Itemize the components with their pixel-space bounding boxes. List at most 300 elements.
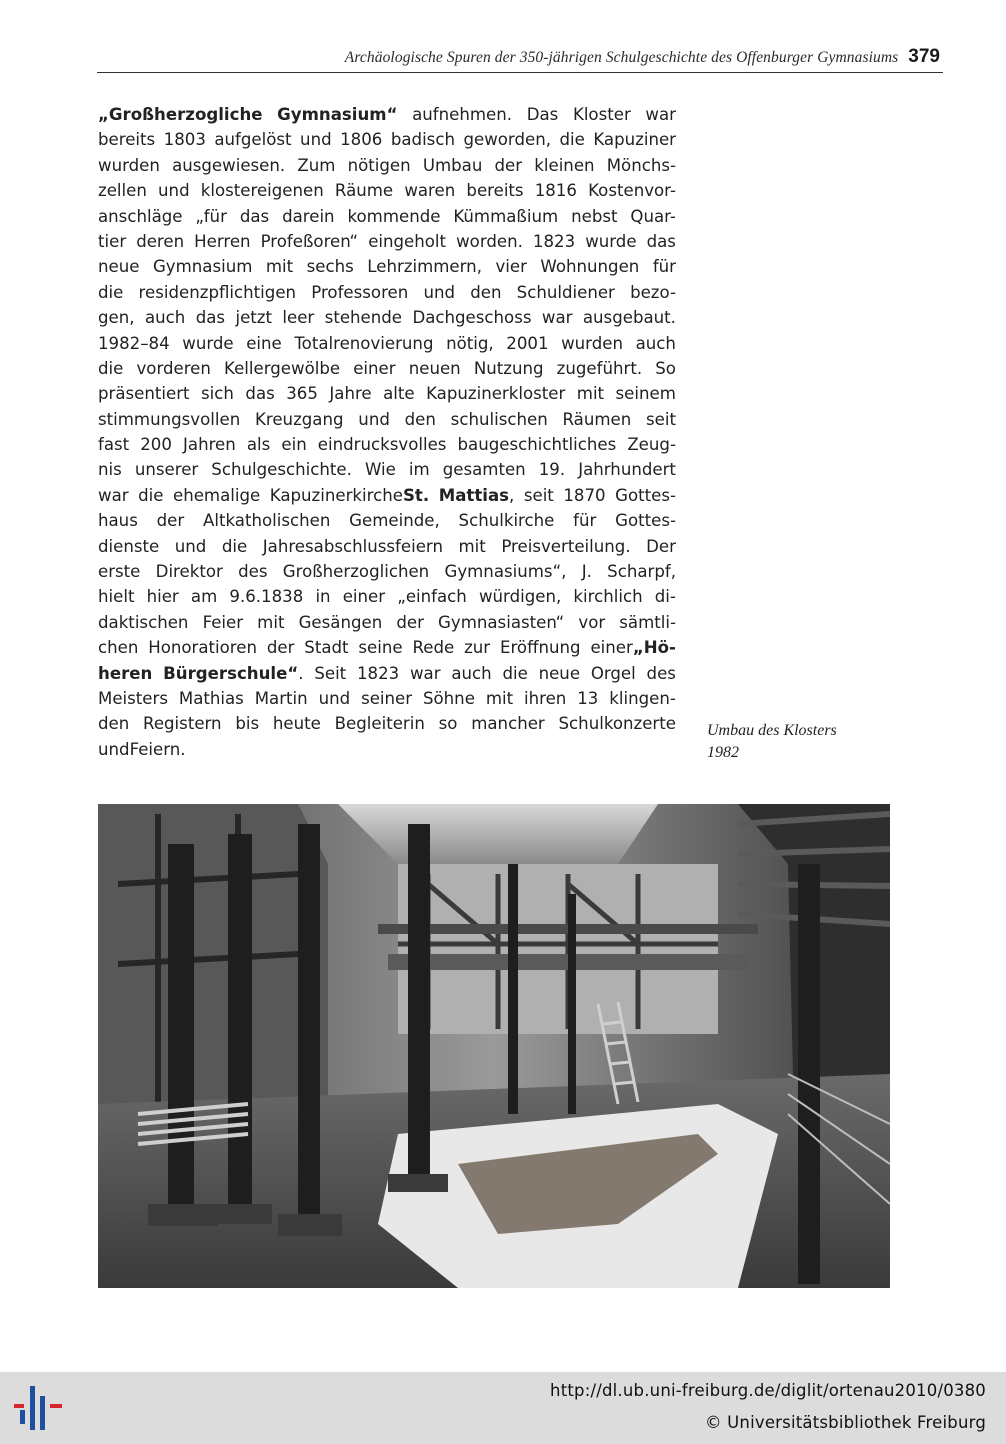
word bbox=[194, 229, 250, 254]
word-part: mit bbox=[485, 688, 514, 708]
word bbox=[578, 610, 605, 635]
word bbox=[365, 457, 396, 482]
word bbox=[261, 229, 359, 254]
text-line bbox=[98, 407, 676, 432]
word bbox=[143, 711, 222, 736]
text-line bbox=[98, 534, 676, 559]
word-part: 2001 bbox=[506, 333, 549, 353]
word-part: vier bbox=[495, 257, 527, 277]
word bbox=[451, 661, 491, 686]
word bbox=[157, 508, 185, 533]
word bbox=[307, 254, 354, 279]
word-part: kleinen bbox=[534, 155, 595, 175]
word-part: bereits bbox=[98, 130, 156, 150]
word bbox=[183, 432, 236, 457]
text-line bbox=[98, 661, 676, 686]
word-part: Rede bbox=[412, 638, 455, 658]
word-part: Preisverteilung. bbox=[501, 536, 631, 556]
word bbox=[609, 686, 676, 711]
word-part: das bbox=[195, 308, 226, 328]
word-part: Nutzung bbox=[473, 358, 544, 378]
word-part: Lehrzimmern, bbox=[367, 257, 482, 277]
word bbox=[191, 584, 217, 609]
word bbox=[459, 534, 486, 559]
word bbox=[646, 407, 676, 432]
word-part: zellen bbox=[98, 181, 147, 201]
word-part: Kloster bbox=[572, 105, 631, 124]
word bbox=[340, 127, 382, 152]
word bbox=[145, 305, 185, 330]
word bbox=[630, 280, 676, 305]
word bbox=[470, 280, 501, 305]
word bbox=[297, 153, 335, 178]
word-part: Gottes- bbox=[615, 485, 676, 505]
word-part: Feier bbox=[202, 612, 244, 632]
word bbox=[201, 178, 324, 203]
bold-term: Bürgerschule“ bbox=[163, 663, 299, 683]
word-part: mit bbox=[257, 612, 285, 632]
word bbox=[591, 661, 636, 686]
word bbox=[98, 508, 138, 533]
word-part: 1823 bbox=[356, 663, 400, 683]
word-part: mit bbox=[265, 257, 294, 277]
word bbox=[615, 508, 676, 533]
word-part: als bbox=[246, 435, 271, 455]
word bbox=[138, 483, 163, 508]
word-part: Begleiterin bbox=[334, 714, 425, 734]
word-part: Gottes- bbox=[615, 511, 676, 531]
word-part: zugeführt. bbox=[556, 358, 643, 378]
word-part: Jahrhundert bbox=[578, 460, 676, 480]
word-part: Martin bbox=[254, 688, 308, 708]
word bbox=[590, 635, 675, 660]
word bbox=[423, 153, 483, 178]
word bbox=[98, 356, 123, 381]
word bbox=[299, 610, 383, 635]
word bbox=[655, 584, 676, 609]
word-part: sämtli- bbox=[619, 612, 676, 632]
word-part: darein bbox=[282, 206, 335, 226]
word-part: 1870 bbox=[563, 485, 606, 505]
text-line bbox=[98, 153, 676, 178]
bold-term: „Großherzogliche bbox=[98, 105, 263, 124]
word bbox=[147, 584, 179, 609]
word-part: für bbox=[573, 511, 597, 531]
word-part: chen bbox=[98, 638, 139, 658]
word bbox=[474, 356, 544, 381]
word-part: , bbox=[509, 485, 515, 505]
word bbox=[343, 584, 385, 609]
word-part: klostereigenen bbox=[200, 181, 324, 201]
word bbox=[283, 559, 429, 584]
caption-year: 1982 bbox=[707, 744, 739, 761]
word-part: Dachgeschoss bbox=[412, 308, 532, 328]
text-line bbox=[98, 686, 676, 711]
word bbox=[409, 457, 430, 482]
word bbox=[495, 153, 523, 178]
word bbox=[263, 534, 443, 559]
word bbox=[335, 711, 425, 736]
word bbox=[98, 457, 122, 482]
word-part: die bbox=[502, 663, 528, 683]
word-part: kirchlich bbox=[573, 587, 643, 607]
word bbox=[471, 711, 545, 736]
word-part: Orgel bbox=[590, 663, 636, 683]
bold-term: heren bbox=[98, 663, 153, 683]
word bbox=[235, 305, 272, 330]
word-part: Jahren bbox=[183, 435, 236, 455]
word bbox=[286, 381, 318, 406]
word-part: Kostenvor- bbox=[588, 181, 676, 201]
word-part: Profeßoren“ bbox=[260, 231, 359, 251]
word-part: der bbox=[396, 612, 424, 632]
word-part: eine bbox=[246, 333, 282, 353]
footer-url-link[interactable]: http://dl.ub.uni-freiburg.de/diglit/ortenau2010/0380 bbox=[550, 1381, 986, 1400]
word bbox=[583, 305, 676, 330]
word-part: neuen bbox=[408, 358, 461, 378]
word-part: war bbox=[541, 308, 573, 328]
word bbox=[593, 127, 676, 152]
word bbox=[502, 661, 527, 686]
word bbox=[201, 381, 234, 406]
word-part: wurden bbox=[561, 333, 623, 353]
word-part: seit bbox=[523, 485, 554, 505]
word-part: Gymnasiasten“ bbox=[438, 612, 565, 632]
word bbox=[246, 331, 282, 356]
word bbox=[517, 280, 615, 305]
word-part: Scharpf, bbox=[607, 562, 676, 582]
word-part: 200 bbox=[140, 435, 172, 455]
word bbox=[98, 127, 155, 152]
word bbox=[315, 584, 330, 609]
word-part: Wie bbox=[364, 460, 396, 480]
word-part: war bbox=[409, 663, 441, 683]
word bbox=[311, 280, 408, 305]
word-part: Eröffnung bbox=[499, 638, 581, 658]
word-part: Registern bbox=[143, 714, 222, 734]
word bbox=[281, 432, 306, 457]
word bbox=[577, 686, 598, 711]
word-part: jetzt bbox=[235, 308, 272, 328]
word-part: klingen- bbox=[609, 688, 676, 708]
word-part: tier bbox=[98, 231, 127, 251]
word-part: 1803 bbox=[163, 130, 206, 150]
word bbox=[98, 686, 168, 711]
word bbox=[349, 508, 440, 533]
word-part: Räumen bbox=[562, 409, 632, 429]
word bbox=[98, 280, 123, 305]
word-part: wurden bbox=[98, 155, 160, 175]
word-part: sich bbox=[201, 384, 234, 404]
word-part: waren bbox=[404, 181, 456, 201]
word bbox=[240, 204, 269, 229]
word bbox=[347, 204, 440, 229]
word bbox=[175, 534, 207, 559]
word bbox=[135, 457, 198, 482]
page-number: 379 bbox=[908, 46, 940, 67]
word bbox=[318, 432, 447, 457]
word-part: fast bbox=[98, 435, 130, 455]
text-line bbox=[98, 331, 676, 356]
word-part: zur bbox=[464, 638, 491, 658]
word-part: baugeschichtliches bbox=[457, 435, 617, 455]
word bbox=[368, 229, 446, 254]
word-part: anschläge bbox=[98, 206, 183, 226]
word-part: J. bbox=[581, 562, 592, 582]
word-part: das bbox=[646, 231, 676, 251]
word-part: den bbox=[470, 282, 502, 302]
word-part: erste bbox=[98, 562, 141, 582]
word bbox=[203, 508, 330, 533]
word-part: geworden, bbox=[463, 130, 551, 150]
word bbox=[98, 204, 183, 229]
word-part: und bbox=[174, 536, 207, 556]
word-part: der bbox=[266, 638, 295, 658]
word-part: So bbox=[655, 358, 676, 378]
word-part: Schulkirche bbox=[458, 511, 555, 531]
text-line bbox=[98, 254, 676, 279]
word-part: vor bbox=[578, 612, 606, 632]
word bbox=[139, 280, 297, 305]
text-line bbox=[98, 457, 676, 482]
word bbox=[173, 483, 260, 508]
text-line bbox=[98, 711, 676, 736]
word bbox=[98, 584, 134, 609]
word-part: seinem bbox=[615, 384, 676, 404]
word bbox=[172, 153, 285, 178]
word bbox=[647, 229, 676, 254]
word-part: den bbox=[404, 409, 436, 429]
word bbox=[335, 178, 393, 203]
word-part: Honoratioren bbox=[148, 638, 257, 658]
word-part: heute bbox=[272, 714, 321, 734]
word bbox=[630, 204, 676, 229]
word-part: badisch bbox=[390, 130, 455, 150]
bold-term: Mattias bbox=[438, 485, 510, 505]
word-part: bezo- bbox=[630, 282, 676, 302]
word-part: 1816 bbox=[534, 181, 577, 201]
word-part: Stadt bbox=[304, 638, 349, 658]
word-part: nötig, bbox=[446, 333, 494, 353]
word bbox=[533, 229, 575, 254]
word-part: auch bbox=[635, 333, 676, 353]
word bbox=[182, 331, 233, 356]
word bbox=[229, 584, 303, 609]
word bbox=[451, 407, 548, 432]
word bbox=[153, 254, 252, 279]
word bbox=[98, 559, 140, 584]
word-part: am bbox=[190, 587, 218, 607]
word bbox=[615, 483, 676, 508]
photo-drawing bbox=[98, 804, 890, 1288]
word bbox=[459, 508, 555, 533]
word bbox=[214, 127, 291, 152]
word bbox=[443, 457, 526, 482]
word bbox=[98, 102, 263, 127]
text-line bbox=[98, 559, 676, 584]
word-part: Zeug- bbox=[627, 435, 676, 455]
word bbox=[98, 178, 147, 203]
word bbox=[203, 610, 244, 635]
text-line bbox=[98, 483, 676, 508]
word-part: Direktor bbox=[155, 562, 223, 582]
word-part: sechs bbox=[306, 257, 354, 277]
text-line bbox=[98, 127, 676, 152]
word-part: und bbox=[98, 739, 130, 759]
word-part: seiner bbox=[361, 688, 413, 708]
word bbox=[179, 686, 244, 711]
text-line bbox=[98, 508, 676, 533]
word bbox=[391, 127, 455, 152]
word bbox=[235, 711, 259, 736]
word-part: des bbox=[238, 562, 268, 582]
word bbox=[255, 686, 308, 711]
word-part: in bbox=[315, 587, 331, 607]
word bbox=[647, 661, 676, 686]
word bbox=[255, 407, 344, 432]
word-part: aufgelöst bbox=[214, 130, 292, 150]
word-part: ehemalige bbox=[172, 485, 261, 505]
word-part: . bbox=[298, 663, 304, 683]
word-part: dienste bbox=[98, 536, 160, 556]
word bbox=[98, 610, 188, 635]
word-part: Zum bbox=[297, 155, 336, 175]
word bbox=[98, 737, 130, 762]
word bbox=[304, 635, 348, 660]
word-part: die bbox=[559, 130, 585, 150]
word bbox=[164, 127, 206, 152]
word bbox=[453, 204, 558, 229]
word bbox=[535, 178, 577, 203]
word bbox=[463, 127, 551, 152]
word-part: die bbox=[221, 536, 248, 556]
word-part: Herren bbox=[194, 231, 251, 251]
word-part: Wohnungen bbox=[540, 257, 640, 277]
word bbox=[561, 331, 623, 356]
text-line bbox=[98, 432, 676, 457]
word bbox=[98, 483, 129, 508]
word-part: alte bbox=[383, 384, 415, 404]
word bbox=[456, 229, 523, 254]
word bbox=[358, 407, 390, 432]
word bbox=[329, 381, 371, 406]
word bbox=[645, 102, 676, 127]
word-part: neue bbox=[538, 663, 581, 683]
word-part: und bbox=[300, 130, 332, 150]
word bbox=[588, 178, 676, 203]
word-part: 19. bbox=[538, 460, 566, 480]
bold-term: Gymnasium“ bbox=[277, 105, 398, 124]
word-part: Schuldiener bbox=[516, 282, 615, 302]
word bbox=[542, 305, 573, 330]
word-part: nis bbox=[98, 460, 122, 480]
word bbox=[423, 280, 455, 305]
word-part: Mathias bbox=[178, 688, 244, 708]
word bbox=[273, 711, 321, 736]
word-part: ausgebaut. bbox=[582, 308, 676, 328]
word-part: „einfach bbox=[397, 587, 467, 607]
word-part: „für bbox=[195, 206, 227, 226]
word bbox=[98, 432, 129, 457]
word bbox=[559, 711, 676, 736]
word-part: Jahre bbox=[329, 384, 372, 404]
word bbox=[98, 305, 135, 330]
word bbox=[500, 635, 581, 660]
word bbox=[466, 178, 523, 203]
bold-term: „Hö- bbox=[632, 638, 676, 658]
word-part: Schulkonzerte bbox=[558, 714, 676, 734]
word-part: Kümmaßium bbox=[453, 206, 559, 226]
word-part: hielt bbox=[98, 587, 135, 607]
word bbox=[562, 407, 631, 432]
text-line bbox=[98, 635, 676, 660]
word bbox=[361, 686, 412, 711]
word-part: Seit bbox=[314, 663, 347, 683]
word bbox=[367, 254, 482, 279]
word-part: worden. bbox=[456, 231, 523, 251]
word bbox=[98, 229, 126, 254]
word-part: eingeholt bbox=[368, 231, 447, 251]
word-part: stimmungsvollen bbox=[98, 409, 241, 429]
text-line bbox=[98, 229, 676, 254]
word-part: ausgewiesen. bbox=[172, 155, 286, 175]
word bbox=[98, 254, 139, 279]
word-part: so bbox=[438, 714, 458, 734]
word bbox=[412, 635, 454, 660]
word-part: war bbox=[645, 105, 676, 124]
word bbox=[582, 559, 592, 584]
word-part: daktischen bbox=[98, 612, 189, 632]
body-text bbox=[98, 102, 676, 762]
word bbox=[426, 381, 565, 406]
word-part: und bbox=[423, 282, 456, 302]
word bbox=[439, 711, 458, 736]
word bbox=[156, 559, 223, 584]
word bbox=[573, 102, 631, 127]
ub-freiburg-logo-icon bbox=[12, 1382, 68, 1434]
word-part: neue bbox=[98, 257, 140, 277]
word bbox=[540, 254, 639, 279]
text-line bbox=[98, 610, 676, 635]
word bbox=[404, 178, 455, 203]
word-part: für bbox=[652, 257, 676, 277]
text-line bbox=[98, 178, 676, 203]
word-part: Umbau bbox=[422, 155, 483, 175]
word bbox=[397, 584, 467, 609]
word-part: auch bbox=[451, 663, 492, 683]
text-line bbox=[98, 102, 676, 127]
word bbox=[163, 661, 303, 686]
word bbox=[486, 686, 513, 711]
word bbox=[277, 102, 397, 127]
word bbox=[573, 584, 642, 609]
caption-title: Umbau des Klosters bbox=[707, 722, 837, 739]
word-part: die bbox=[98, 282, 124, 302]
word-part: Altkatholischen bbox=[203, 511, 331, 531]
word bbox=[319, 686, 351, 711]
word bbox=[539, 457, 565, 482]
word bbox=[211, 457, 352, 482]
word-part: haus bbox=[98, 511, 138, 531]
word bbox=[98, 381, 190, 406]
word-part: deren bbox=[136, 231, 185, 251]
word bbox=[224, 356, 340, 381]
word-part: 1982–84 bbox=[98, 333, 170, 353]
word bbox=[506, 331, 548, 356]
word bbox=[616, 381, 676, 406]
word-part: nebst bbox=[571, 206, 618, 226]
word bbox=[619, 610, 676, 635]
